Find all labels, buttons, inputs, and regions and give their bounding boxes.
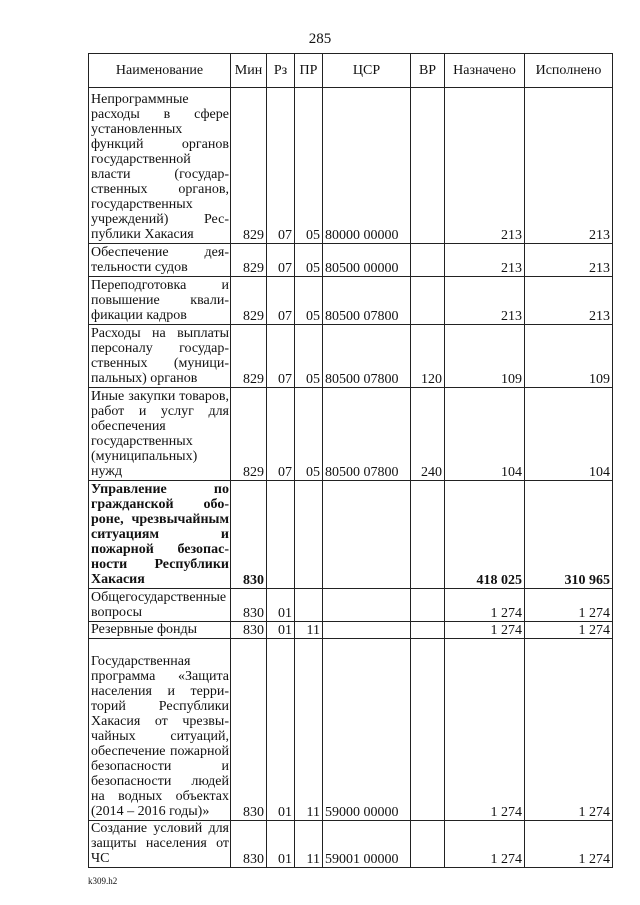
row-min-cell: 829 [231,88,267,244]
table-row [89,88,613,244]
row-min-cell: 830 [231,589,267,622]
row-assigned-cell: 109 [445,325,525,388]
row-executed-cell: 213 [525,88,613,244]
table-row [89,388,613,481]
row-vr-cell [411,639,445,821]
row-assigned-cell: 1 274 [445,821,525,868]
row-assigned-cell: 213 [445,277,525,325]
row-assigned-cell: 1 274 [445,589,525,622]
row-rz-cell: 07 [267,244,295,277]
row-name-cell: Управление по гражданской обороне, чрезвычайным ситуациям и пожарной безопасности Республики Хакасия [89,481,231,589]
row-vr-cell [411,88,445,244]
row-rz-cell: 01 [267,639,295,821]
row-pr-cell: 11 [295,622,323,639]
row-assigned-cell: 104 [445,388,525,481]
row-csr-cell: 80500 07800 [323,325,411,388]
header-vr: ВР [411,54,445,88]
row-vr-cell: 120 [411,325,445,388]
row-name-cell: Общегосударственные вопросы [89,589,231,622]
row-vr-cell [411,244,445,277]
table-body [89,88,613,868]
row-assigned-cell: 213 [445,244,525,277]
row-name-cell: Непрограммные расходы в сфере установленных функций органов государственной власти (государственных органов, государственных учреждений) Республики Хакасия [89,88,231,244]
table-row [89,277,613,325]
row-min-cell: 829 [231,325,267,388]
header-pr: ПР [295,54,323,88]
row-executed-cell: 109 [525,325,613,388]
row-rz-cell: 07 [267,88,295,244]
row-assigned-cell: 418 025 [445,481,525,589]
table-header-row [89,54,613,88]
row-name-cell: Переподготовка и повышение квалификации кадров [89,277,231,325]
row-pr-cell [295,481,323,589]
row-csr-cell [323,589,411,622]
row-csr-cell: 80000 00000 [323,88,411,244]
row-name-cell: Обеспечение деятельности судов [89,244,231,277]
row-rz-cell: 01 [267,589,295,622]
table-row [89,244,613,277]
row-vr-cell [411,481,445,589]
row-name-cell: Расходы на выплаты персоналу государственных (муниципальных) органов [89,325,231,388]
row-vr-cell [411,277,445,325]
row-csr-cell: 80500 07800 [323,277,411,325]
row-csr-cell: 59001 00000 [323,821,411,868]
row-executed-cell: 213 [525,244,613,277]
row-vr-cell [411,589,445,622]
row-pr-cell: 05 [295,277,323,325]
row-csr-cell: 80500 00000 [323,244,411,277]
header-assigned: Назначено [445,54,525,88]
row-executed-cell: 1 274 [525,821,613,868]
row-pr-cell [295,589,323,622]
row-min-cell: 830 [231,622,267,639]
footer-code: k309.h2 [88,876,118,886]
row-min-cell: 830 [231,639,267,821]
row-pr-cell: 05 [295,325,323,388]
row-min-cell: 830 [231,481,267,589]
row-min-cell: 829 [231,388,267,481]
row-vr-cell [411,821,445,868]
row-assigned-cell: 213 [445,88,525,244]
row-executed-cell: 213 [525,277,613,325]
row-pr-cell: 05 [295,388,323,481]
row-csr-cell: 59000 00000 [323,639,411,821]
row-name-cell: Государственная программа «Защита населения и территорий Республики Хакасия от чрезвычайных ситуаций, обеспечение пожарной безопасности и безопасности людей на водных объектах (2014 – 2016 годы)» [89,639,231,821]
table-row [89,821,613,868]
row-min-cell: 829 [231,244,267,277]
row-executed-cell: 1 274 [525,589,613,622]
table-row [89,481,613,589]
row-assigned-cell: 1 274 [445,639,525,821]
header-rz: Рз [267,54,295,88]
row-pr-cell: 11 [295,639,323,821]
row-rz-cell: 07 [267,277,295,325]
table-row [89,639,613,821]
table-row [89,325,613,388]
header-executed: Исполнено [525,54,613,88]
header-min: Мин [231,54,267,88]
row-vr-cell: 240 [411,388,445,481]
row-executed-cell: 310 965 [525,481,613,589]
row-name-cell: Иные закупки товаров, работ и услуг для обеспечения государственных (муниципальных) нужд [89,388,231,481]
row-csr-cell [323,622,411,639]
table-row [89,589,613,622]
header-csr: ЦСР [323,54,411,88]
header-name: Наименование [89,54,231,88]
row-rz-cell: 01 [267,821,295,868]
table-row [89,622,613,639]
row-csr-cell: 80500 07800 [323,388,411,481]
row-executed-cell: 1 274 [525,622,613,639]
row-rz-cell: 07 [267,388,295,481]
row-rz-cell [267,481,295,589]
row-vr-cell [411,622,445,639]
row-executed-cell: 1 274 [525,639,613,821]
budget-table [88,53,613,868]
row-pr-cell: 05 [295,244,323,277]
row-min-cell: 829 [231,277,267,325]
row-name-cell: Резервные фонды [89,622,231,639]
row-pr-cell: 11 [295,821,323,868]
row-assigned-cell: 1 274 [445,622,525,639]
row-name-cell: Создание условий для защиты населения от ЧС [89,821,231,868]
row-min-cell: 830 [231,821,267,868]
row-executed-cell: 104 [525,388,613,481]
row-csr-cell [323,481,411,589]
row-rz-cell: 01 [267,622,295,639]
row-rz-cell: 07 [267,325,295,388]
row-pr-cell: 05 [295,88,323,244]
page-number: 285 [308,31,332,47]
